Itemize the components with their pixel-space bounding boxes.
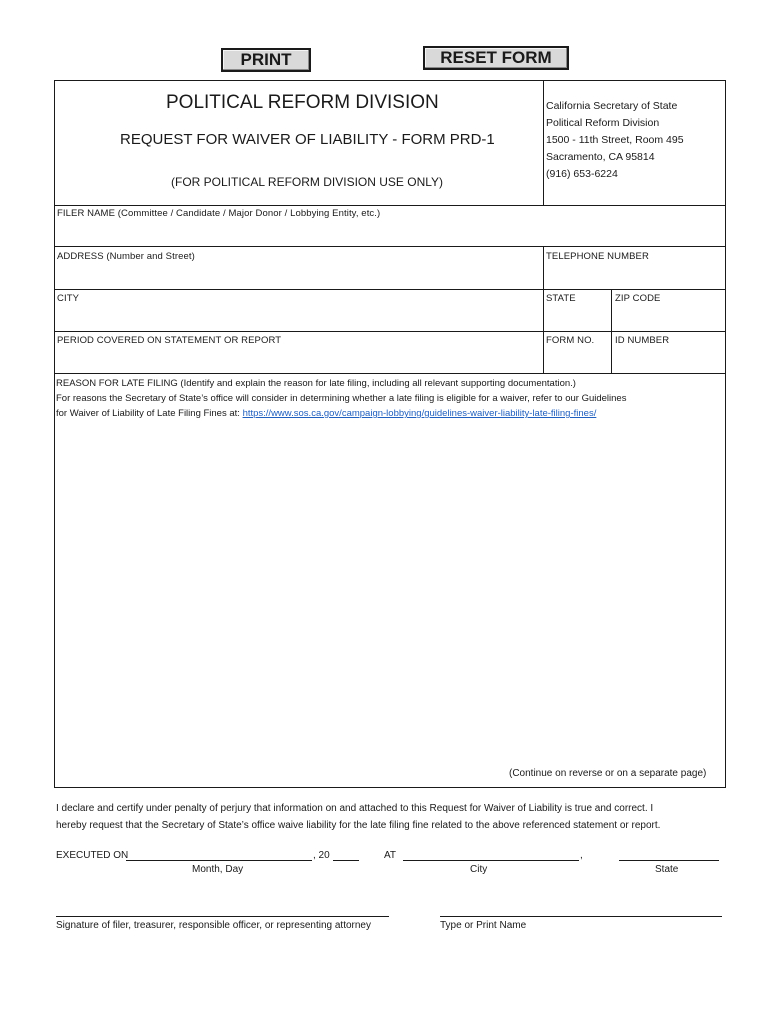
zip-code-field[interactable]: ZIP CODE — [615, 293, 661, 304]
print-name-caption: Type or Print Name — [440, 920, 527, 931]
at-label: AT — [384, 850, 397, 861]
state-field[interactable]: STATE — [546, 293, 576, 304]
city-field[interactable]: CITY — [57, 293, 80, 304]
reason-line: REASON FOR LATE FILING (Identify and explain the reason for late filing, including all relevant supporting documentation.) — [56, 378, 576, 389]
comma: , — [580, 850, 583, 861]
reason-text-area[interactable] — [56, 422, 724, 762]
address-line: California Secretary of State — [546, 100, 678, 112]
reason-line: For reasons the Secretary of State’s office will consider in determining whether a late filing is eligible for a waiver, refer to our Guidelines — [56, 393, 627, 404]
telephone-field[interactable]: TELEPHONE NUMBER — [546, 251, 649, 262]
form-no-field[interactable]: FORM NO. — [546, 335, 595, 346]
column-divider — [611, 289, 612, 373]
header-divider — [543, 80, 544, 205]
reason-line — [56, 406, 724, 421]
year-prefix: , 20 — [313, 850, 330, 861]
row-divider — [54, 289, 726, 290]
state-caption: State — [655, 864, 679, 875]
declaration-line: I declare and certify under penalty of perjury that information on and attached to this Request for Waiver of Liability is true and correct. I — [56, 803, 654, 814]
year-line[interactable] — [333, 860, 359, 861]
address-field[interactable]: ADDRESS (Number and Street) — [57, 251, 195, 262]
state-line[interactable] — [619, 860, 719, 861]
reason-link-prefix: for Waiver of Liability of Late Filing Fines at: — [56, 408, 243, 419]
month-day-caption: Month, Day — [192, 864, 244, 875]
address-line: (916) 653-6224 — [546, 168, 618, 180]
address-line: 1500 - 11th Street, Room 495 — [546, 134, 684, 146]
declaration — [56, 800, 726, 834]
month-day-line[interactable] — [126, 860, 312, 861]
guidelines-link[interactable]: https://www.sos.ca.gov/campaign-lobbying/guidelines-waiver-liability-late-filing-fines/ — [242, 408, 597, 419]
column-divider — [543, 246, 544, 373]
print-button[interactable]: PRINT — [221, 48, 311, 72]
row-divider — [54, 373, 726, 374]
print-name-line[interactable] — [440, 916, 722, 917]
id-number-field[interactable]: ID NUMBER — [615, 335, 670, 346]
city-caption: City — [470, 864, 488, 875]
signature-line[interactable] — [56, 916, 389, 917]
division-title: POLITICAL REFORM DIVISION — [166, 92, 439, 113]
reason-instructions — [56, 376, 724, 421]
address-line: Sacramento, CA 95814 — [546, 151, 655, 163]
address-line: Political Reform Division — [546, 117, 660, 129]
use-only-note: (FOR POLITICAL REFORM DIVISION USE ONLY) — [171, 175, 444, 189]
declaration-line: hereby request that the Secretary of State’s office waive liability for the late filing fine related to the above referenced statement or report. — [56, 820, 661, 831]
row-divider — [54, 205, 726, 206]
row-divider — [54, 331, 726, 332]
sos-address — [546, 98, 724, 183]
continue-note: (Continue on reverse or on a separate page) — [509, 768, 707, 779]
city-line[interactable] — [403, 860, 579, 861]
filer-name-field[interactable]: FILER NAME (Committee / Candidate / Major Donor / Lobbying Entity, etc.) — [57, 208, 381, 219]
executed-on-label: EXECUTED ON — [56, 850, 129, 861]
reset-form-button[interactable]: RESET FORM — [423, 46, 569, 70]
row-divider — [54, 246, 726, 247]
period-covered-field[interactable]: PERIOD COVERED ON STATEMENT OR REPORT — [57, 335, 282, 346]
signature-caption: Signature of filer, treasurer, responsible officer, or representing attorney — [56, 920, 371, 931]
form-subtitle: REQUEST FOR WAIVER OF LIABILITY - FORM PRD-1 — [120, 131, 495, 148]
